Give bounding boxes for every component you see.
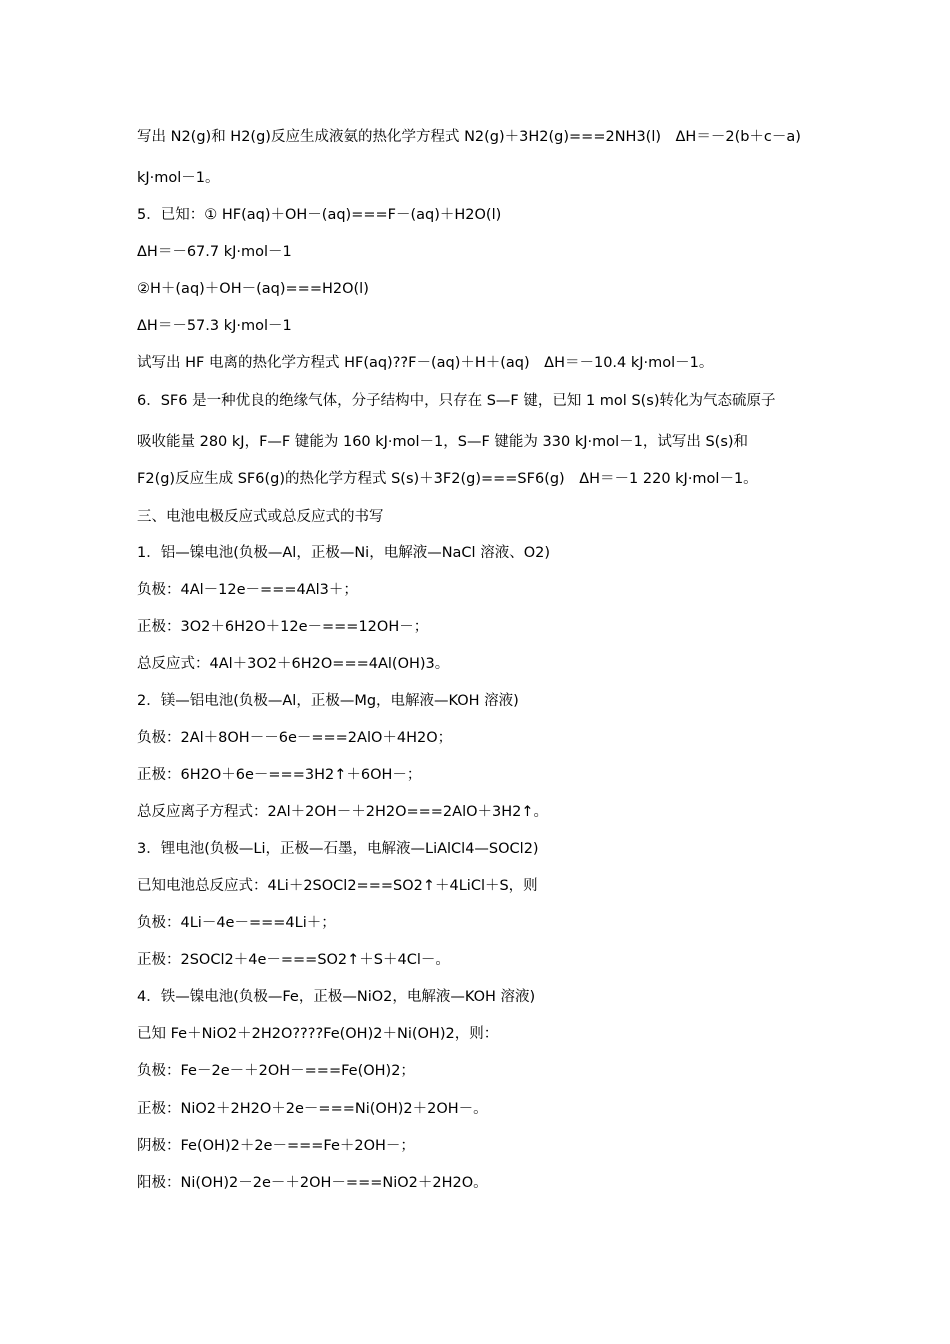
text-line: 正极：2SOCl2＋4e－===SO2↑＋S＋4Cl－。: [137, 952, 450, 968]
text-line: 总反应离子方程式：2Al＋2OH－＋2H2O===2AlO＋3H2↑。: [137, 804, 549, 820]
text-line: 总反应式：4Al＋3O2＋6H2O===4Al(OH)3。: [137, 656, 450, 672]
text-line: 正极：NiO2＋2H2O＋2e－===Ni(OH)2＋2OH－。: [137, 1101, 488, 1117]
section-heading: 三、电池电极反应式或总反应式的书写: [137, 509, 384, 525]
battery-1-heading: 1．铝—镍电池(负极—Al，正极—Ni，电解液—NaCl 溶液、O2): [137, 545, 550, 561]
text-line: 负极：4Al－12e－===4Al3＋；: [137, 582, 358, 598]
text-line: 已知 Fe＋NiO2＋2H2O????Fe(OH)2＋Ni(OH)2，则：: [137, 1026, 499, 1042]
battery-4-heading: 4．铁—镍电池(负极—Fe，正极—NiO2，电解液—KOH 溶液): [137, 989, 536, 1005]
text-line: 写出 N2(g)和 H2(g)反应生成液氨的热化学方程式 N2(g)＋3H2(g)===2NH3(l) ΔH＝－2(b＋c－a): [137, 129, 801, 145]
text-line: 吸收能量 280 kJ，F—F 键能为 160 kJ·mol－1，S—F 键能为 330 kJ·mol－1，试写出 S(s)和: [137, 434, 749, 450]
text-line: 正极：3O2＋6H2O＋12e－===12OH－；: [137, 619, 429, 635]
text-line: 负极：4Li－4e－===4Li＋；: [137, 915, 336, 931]
text-line: ΔH＝－67.7 kJ·mol－1: [137, 244, 292, 260]
text-line: 负极：2Al＋8OH－－6e－===2AlO＋4H2O；: [137, 730, 453, 746]
text-line: ΔH＝－57.3 kJ·mol－1: [137, 318, 292, 334]
text-line: 负极：Fe－2e－＋2OH－===Fe(OH)2；: [137, 1063, 415, 1079]
problem-5-heading: 5．已知：① HF(aq)＋OH－(aq)===F－(aq)＋H2O(l): [137, 207, 502, 223]
text-line: 阳极：Ni(OH)2－2e－＋2OH－===NiO2＋2H2O。: [137, 1175, 488, 1191]
text-line: 阴极：Fe(OH)2＋2e－===Fe＋2OH－；: [137, 1138, 415, 1154]
problem-6-heading: 6．SF6 是一种优良的绝缘气体，分子结构中，只存在 S—F 键，已知 1 mol S(s)转化为气态硫原子: [137, 393, 776, 409]
text-line: 已知电池总反应式：4Li＋2SOCl2===SO2↑＋4LiCl＋S，则: [137, 878, 538, 894]
text-line: F2(g)反应生成 SF6(g)的热化学方程式 S(s)＋3F2(g)===SF6(g) ΔH＝－1 220 kJ·mol－1。: [137, 471, 758, 487]
text-line: 试写出 HF 电离的热化学方程式 HF(aq)??F－(aq)＋H＋(aq) ΔH＝－10.4 kJ·mol－1。: [137, 355, 714, 371]
text-line: ②H＋(aq)＋OH－(aq)===H2O(l): [137, 281, 369, 297]
text-line: 正极：6H2O＋6e－===3H2↑＋6OH－；: [137, 767, 422, 783]
battery-2-heading: 2．镁—铝电池(负极—Al，正极—Mg，电解液—KOH 溶液): [137, 693, 519, 709]
battery-3-heading: 3．锂电池(负极—Li，正极—石墨，电解液—LiAlCl4—SOCl2): [137, 841, 539, 857]
text-line: kJ·mol－1。: [137, 170, 220, 186]
